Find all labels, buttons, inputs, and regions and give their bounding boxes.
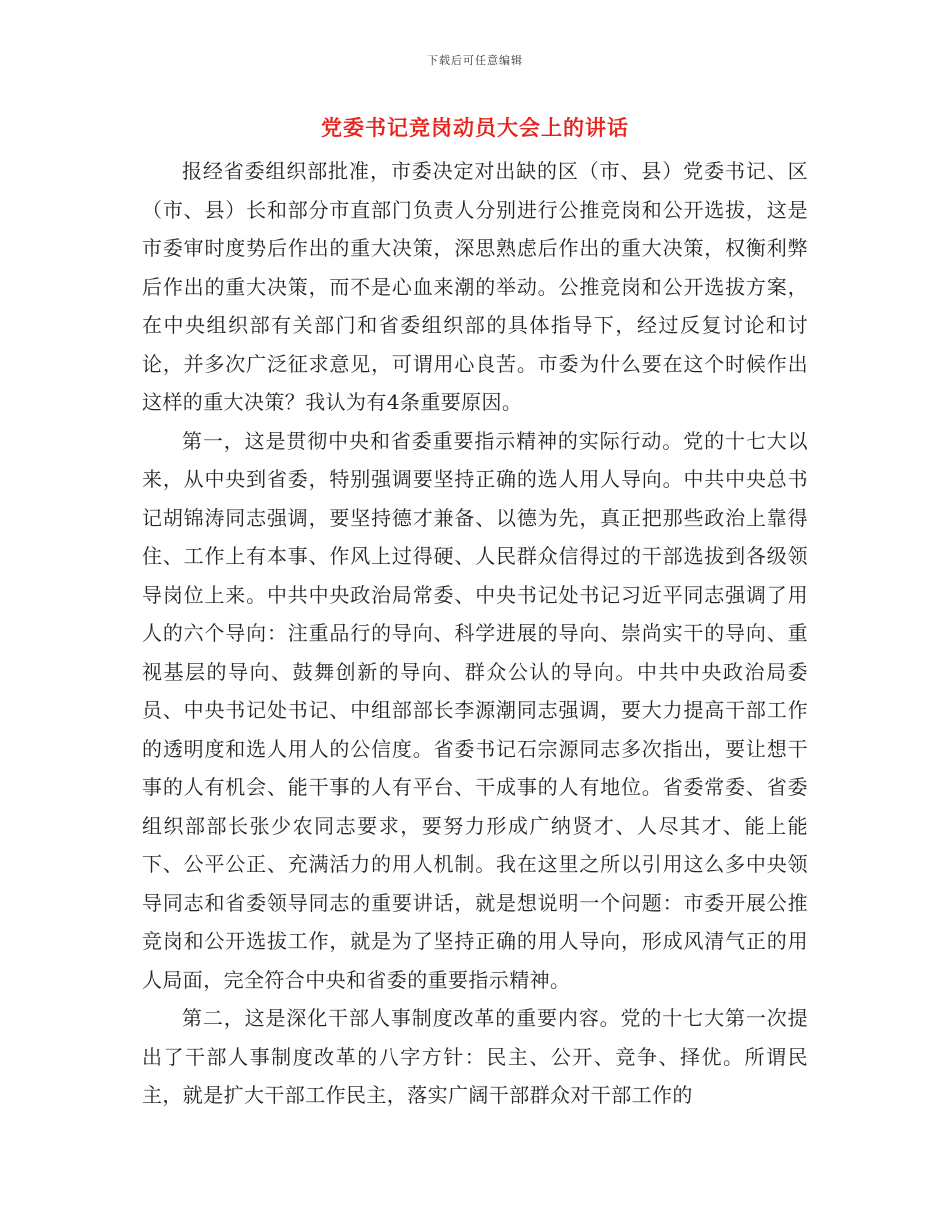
document-body xyxy=(142,152,808,1115)
paragraph-intro: 报经省委组织部批准，市委决定对出缺的区（市、县）党委书记、区（市、县）长和部分市直部门负责人分别进行公推竞岗和公开选拔，这是市委审时度势后作出的重大决策，深思熟虑后作出的重大决策，权衡利弊后作出的重大决策，而不是心血来潮的举动。公推竞岗和公开选拔方案，在中央组织部有关部门和省委组织部的具体指导下，经过反复讨论和讨论，并多次广泛征求意见，可谓用心良苦。市委为什么要在这个时候作出这样的重大决策？我认为有4条重要原因。 xyxy=(142,159,808,414)
paragraph-first-reason: 第一，这是贯彻中央和省委重要指示精神的实际行动。党的十七大以来，从中央到省委，特别强调要坚持正确的选人用人导向。中共中央总书记胡锦涛同志强调，要坚持德才兼备、以德为先，真正把那些政治上靠得住、工作上有本事、作风上过得硬、人民群众信得过的干部选拔到各级领导岗位上来。中共中央政治局常委、中央书记处书记习近平同志强调了用人的六个导向：注重品行的导向、科学进展的导向、崇尚实干的导向、重视基层的导向、鼓舞创新的导向、群众公认的导向。中共中央政治局委员、中央书记处书记、中组部部长李源潮同志强调，要大力提高干部工作的透明度和选人用人的公信度。省委书记石宗源同志多次指出，要让想干事的人有机会、能干事的人有平台、干成事的人有地位。省委常委、省委组织部部长张少农同志要求，要努力形成广纳贤才、人尽其才、能上能下、公平公正、充满活力的用人机制。我在这里之所以引用这么多中央领导同志和省委领导同志的重要讲话，就是想说明一个问题：市委开展公推竞岗和公开选拔工作，就是为了坚持正确的用人导向，形成风清气正的用人局面，完全符合中央和省委的重要指示精神。 xyxy=(142,428,808,992)
paragraph-second-reason: 第二，这是深化干部人事制度改革的重要内容。党的十七大第一次提出了干部人事制度改革的八字方针：民主、公开、竞争、择优。所谓民主，就是扩大干部工作民主，落实广阔干部群众对干部工作的 xyxy=(142,1006,808,1107)
page-header-note: 下载后可任意编辑 xyxy=(427,54,523,67)
document-title: 党委书记竞岗动员大会上的讲话 xyxy=(321,115,629,140)
